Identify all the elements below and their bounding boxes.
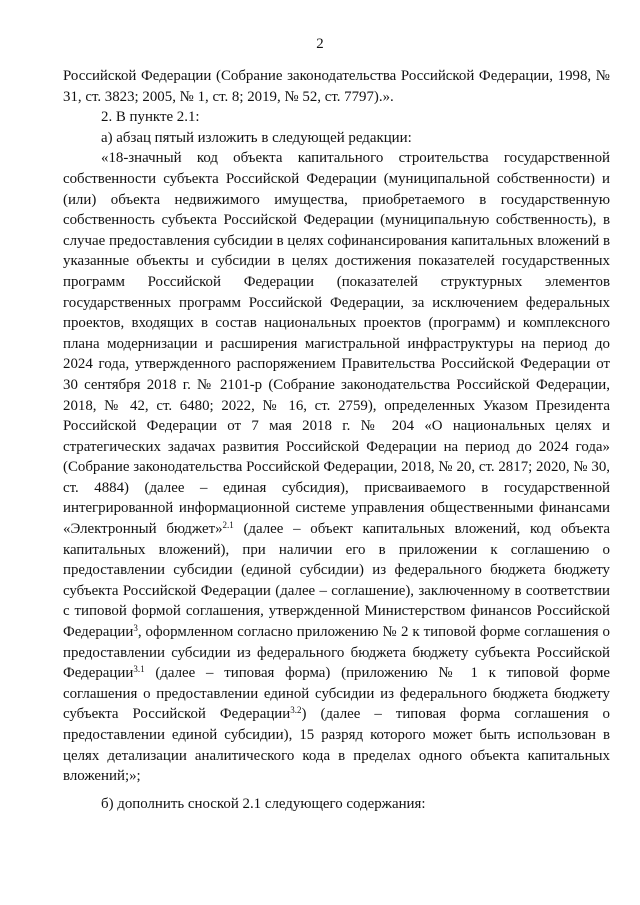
quoted-paragraph <box>63 148 610 786</box>
continuation-paragraph: Российской Федерации (Собрание законодательства Российской Федерации, 1998, № 31, ст. 3823; 2005, № 1, ст. 8; 2019, № 52, ст. 7797).». <box>63 68 610 105</box>
page-number: 2 <box>316 36 324 52</box>
quote-text-part-2: (далее – объект капитальных вложений, код объекта капитальных вложений), при наличии его в приложении к соглашению о предоставлении субсидии (единой субсидии) из федерального бюджета бюджету субъекта Российской Федерации (далее – соглашение), заключенному в соответствии с типовой формой соглашения, утвержденной Министерством финансов Российской Федерации <box>63 521 611 641</box>
quote-text-part-1: «18-значный код объекта капитального строительства государственной собственности субъекта Российской Федерации (муниципальной собственности) и (или) объекта недвижимого имущества, приобретаемого в государственную собственность субъекта Российской Федерации (муниципальную собственность), в случае предоставления субсидии в целях софинансирования капитальных вложений в указанные объекты и субсидии в целях достижения показателей государственных программ Российской Федерации (показателей структурных элементов государственных программ Российской Федерации, за исключением федеральных проектов, входящих в состав национальных проектов (программ) и комплексного плана модернизации и расширения магистральной инфраструктуры на период до 2024 года, утвержденного распоряжением Правительства Российской Федерации от 30 сентября 2018 г. № 2101-р (Собрание законодательства Российской Федерации, 2018, № 42, ст. 6480; 2022, № 16, ст. 2759), определенных Указом Президента Российской Федерации от 7 мая 2018 г. № 204 «О национальных целях и стратегических задачах развития Российской Федерации на период до 2024 года» (Собрание законодательства Российской Федерации, 2018, № 20, ст. 2817; 2020, № 30, ст. 4884) (далее – единая субсидия), присваиваемого в государственной интегрированной информационной системе управления общественными финансами «Электронный бюджет» <box>63 150 610 538</box>
item-b-paragraph: б) дополнить сноской 2.1 следующего содержания: <box>101 795 426 812</box>
item-2-paragraph: 2. В пункте 2.1: <box>101 109 200 126</box>
footnote-mark: 2.1 <box>222 520 234 531</box>
quote-text-part-3: , оформленном согласно приложению № 2 к типовой форме соглашения о предоставлении субсидии из федерального бюджета бюджету субъекта Российской Федерации <box>63 624 610 682</box>
footnote-mark: 3.1 <box>133 664 145 675</box>
footnote-mark: 3 <box>133 623 138 634</box>
quote-text-part-4: (далее – типовая форма) (приложению № 1 к типовой форме соглашения о предоставлении единой субсидии из федерального бюджета бюджету субъекта Российской Федерации <box>63 665 610 723</box>
quote-text-part-5: ) (далее – типовая форма соглашения о предоставлении единой субсидии), 15 разряд которого может быть использован в целях детализации аналитического кода в пределах одного объекта капитальных вложений;»; <box>63 706 611 785</box>
document-body <box>63 66 610 814</box>
item-a-paragraph: а) абзац пятый изложить в следующей редакции: <box>101 129 412 146</box>
footnote-mark: 3.2 <box>290 705 302 716</box>
